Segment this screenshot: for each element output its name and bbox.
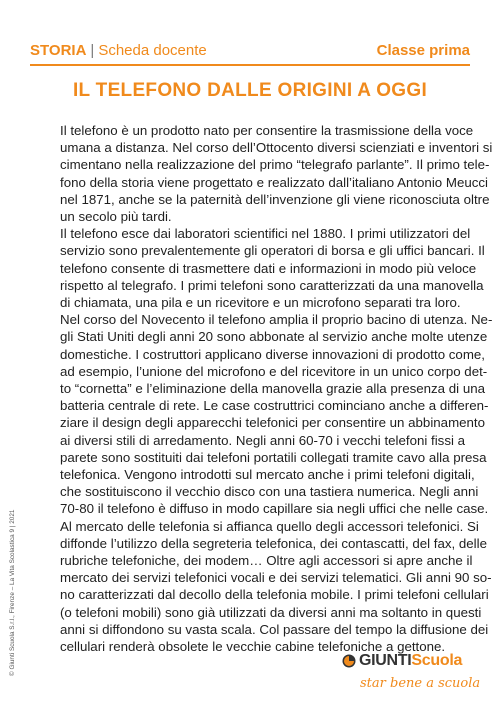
body-text-line: gli Stati Uniti degli anni 20 sono abbonate al servizio anche molte utenze [60,329,488,345]
body-text-line: ad esempio, l’unione del microfono e del ricevitore in un unico corpo det- [60,363,488,379]
publisher-logo [342,652,482,700]
body-text-line: domestiche. I costruttori applicano diverse innovazioni di prodotto come, [60,346,485,362]
class-label: Classe prima [376,42,470,59]
body-text-line: che sostituiscono il vecchio disco con una tastiera numerica. Negli anni [60,484,479,500]
body-text-line: Nel corso del Novecento il telefono amplia il proprio bacino di utenza. Ne- [60,312,493,328]
subject-name: STORIA [30,42,87,59]
document-type: Scheda docente [98,42,207,59]
body-text-line: un secolo più tardi. [60,209,172,225]
body-text-line: 70-80 il telefono è diffuso in modo capillare sia negli uffici che nelle case. [60,501,489,517]
body-text-line: cellulari renderà obsolete le vecchie cabine telefoniche a gettone. [60,639,446,655]
body-text-line: rispetto al telegrafo. I primi telefoni sono caratterizzati da una manovella [60,277,484,293]
brand-name [359,652,462,670]
body-text [60,122,493,655]
body-text-line: diffonde l’utilizzo della segreteria telefonica, dei contascatti, del fax, delle [60,535,487,551]
body-text-line: Il telefono è un prodotto nato per consentire la trasmissione della voce [60,123,474,138]
body-text-line: rubriche telefoniche, dei modem… Oltre agli accessori si apre anche il [60,553,473,569]
body-text-line: Al mercato delle telefonia si affianca quello degli accessori telefonici. Si [60,518,479,534]
body-text-line: (o telefoni mobili) sono già utilizzati da diversi anni ma soltanto in questi [60,604,482,620]
brand-tagline: star bene a scuola [360,676,481,691]
subject-label [30,42,207,59]
header-separator: | [90,42,95,59]
body-text-line: Il telefono esce dai laboratori scientifici nel 1880. I primi utilizzatori del [60,226,471,242]
body-text-line: fono della storia viene progettato e realizzato dall’italiano Antonio Meucci [60,174,488,190]
copyright-credit: © Giunti Scuola S.r.l., Firenze – La Vita Scolastica 9 | 2021 [9,509,16,676]
body-text-line: di chiamata, una pila e un ricevitore e un microfono separati tra loro. [60,295,461,311]
body-text-line: ai diversi stili di arredamento. Negli anni 60-70 i vecchi telefoni fissi a [60,432,466,448]
brand-name-main: GIUNTI [359,652,412,669]
body-text-line: servizio sono prevalentemente gli operatori di borsa e gli uffici bancari. Il [60,243,485,259]
page-header [30,40,470,66]
body-text-line: ziare il design degli apparecchi telefonici per consentire un abbinamento [60,415,486,431]
brand-name-accent: Scuola [411,652,463,669]
body-text-line: parete sono sostituiti dai telefoni portatili collegati tramite cavo alla presa [60,449,487,465]
body-text-line: umana a distanza. Nel corso dell’Ottocento diversi scienziati e inventori si [60,140,493,156]
body-text-line: telefono consente di trasmettere dati e informazioni in modo più veloce [60,260,477,276]
body-text-line: to “cornetta” e l’eliminazione della manovella grazie alla presenza di una [60,381,486,397]
page-title: IL TELEFONO DALLE ORIGINI A OGGI [72,80,428,101]
giunti-logo-icon [342,654,356,668]
body-text-line: anni si diffondono su vasta scala. Col passare del tempo la diffusione dei [60,621,489,637]
body-text-line: telefonica. Vengono introdotti sul mercato anche i primi telefoni digitali, [60,467,475,483]
body-text-line: batteria centrale di rete. Le case costruttrici cominciano anche a differen- [60,398,489,414]
body-text-line: nel 1871, anche se la paternità dell’invenzione gli viene riconosciuta oltre [60,191,490,207]
body-text-line: no caratterizzati dal decollo della telefonia mobile. I primi telefoni cellulari [60,587,489,603]
body-text-line: cimentano nella realizzazione del primo “telegrafo parlante”. Il primo tele- [60,157,490,173]
body-text-line: mercato dei servizi telefonici vocali e dei servizi telematici. Gli anni 90 so- [60,570,492,586]
